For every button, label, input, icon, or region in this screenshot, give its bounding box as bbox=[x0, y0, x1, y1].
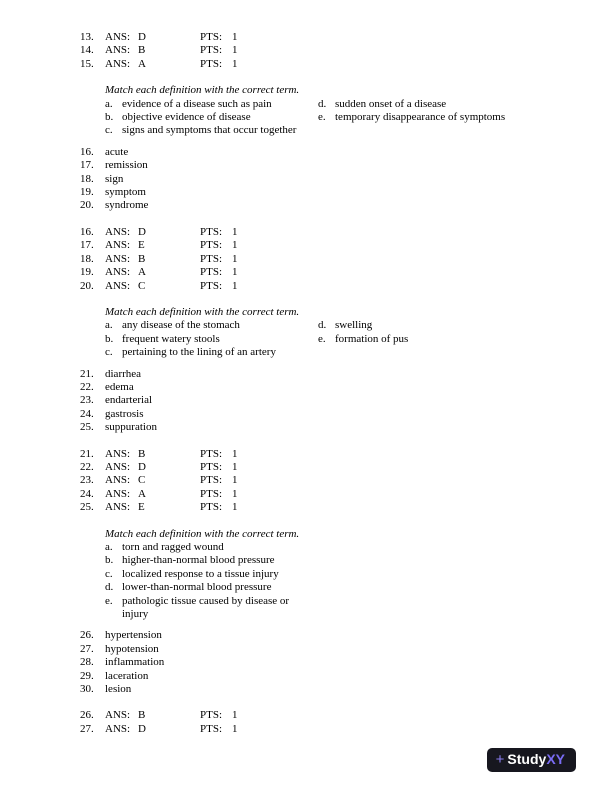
answer-row bbox=[80, 280, 576, 293]
match-section bbox=[105, 528, 576, 622]
option-letter: d. bbox=[318, 97, 327, 110]
options-column-left bbox=[105, 541, 318, 621]
match-option bbox=[105, 111, 318, 124]
option-letter: d. bbox=[105, 581, 114, 594]
answer-block bbox=[80, 31, 576, 71]
option-letter: e. bbox=[105, 594, 113, 607]
ans-label: ANS: bbox=[105, 44, 131, 57]
term-list bbox=[80, 629, 576, 696]
option-letter: a. bbox=[105, 541, 113, 553]
answer-row bbox=[80, 448, 576, 461]
pts-label: PTS: bbox=[200, 447, 223, 460]
ans-label: ANS: bbox=[105, 460, 131, 473]
term-number: 28. bbox=[80, 656, 94, 669]
option-text: formation of pus bbox=[335, 332, 409, 345]
ans-label: ANS: bbox=[105, 225, 131, 238]
term-number: 26. bbox=[80, 629, 94, 642]
option-letter: c. bbox=[105, 567, 113, 580]
match-option bbox=[105, 346, 318, 359]
pts-value: 1 bbox=[232, 474, 238, 487]
answer-value: C bbox=[138, 474, 146, 487]
pts-label: PTS: bbox=[200, 239, 223, 252]
term-number: 25. bbox=[80, 421, 94, 434]
match-instruction: Match each definition with the correct term. bbox=[105, 527, 300, 540]
option-text: localized response to a tissue injury bbox=[122, 567, 279, 580]
match-option bbox=[105, 595, 318, 622]
match-option bbox=[318, 333, 408, 346]
pts-label: PTS: bbox=[200, 266, 223, 279]
term-text: sign bbox=[105, 172, 124, 185]
question-number: 15. bbox=[80, 57, 94, 70]
answer-row bbox=[80, 474, 576, 487]
ans-label: ANS: bbox=[105, 239, 131, 252]
question-number: 13. bbox=[80, 31, 94, 43]
ans-label: ANS: bbox=[105, 447, 131, 460]
term-row bbox=[80, 381, 576, 394]
pts-value: 1 bbox=[232, 447, 238, 460]
match-section bbox=[105, 306, 576, 360]
term-text: edema bbox=[105, 380, 134, 393]
question-number: 16. bbox=[80, 225, 94, 238]
term-text: suppuration bbox=[105, 421, 157, 434]
match-options bbox=[105, 319, 576, 359]
term-text: inflammation bbox=[105, 656, 165, 669]
term-row bbox=[80, 670, 576, 683]
term-list bbox=[80, 146, 576, 213]
match-option bbox=[105, 554, 318, 567]
term-row bbox=[80, 199, 576, 212]
options-column-left bbox=[105, 319, 318, 359]
term-list bbox=[80, 368, 576, 435]
match-option bbox=[318, 319, 408, 332]
match-section bbox=[105, 84, 576, 138]
match-options bbox=[105, 541, 576, 621]
pts-label: PTS: bbox=[200, 501, 223, 514]
plus-icon: + bbox=[495, 751, 505, 768]
pts-label: PTS: bbox=[200, 252, 223, 265]
answer-row bbox=[80, 723, 576, 736]
pts-label: PTS: bbox=[200, 722, 223, 735]
pts-value: 1 bbox=[232, 501, 238, 514]
pts-label: PTS: bbox=[200, 474, 223, 487]
term-text: endarterial bbox=[105, 394, 153, 407]
term-number: 30. bbox=[80, 683, 94, 696]
match-option bbox=[105, 541, 318, 554]
answer-value: D bbox=[138, 722, 146, 735]
option-letter: b. bbox=[105, 111, 114, 124]
pts-value: 1 bbox=[232, 252, 238, 265]
term-text: acute bbox=[105, 145, 129, 158]
match-option bbox=[105, 333, 318, 346]
term-number: 18. bbox=[80, 172, 94, 185]
answer-value: D bbox=[138, 460, 146, 473]
pts-label: PTS: bbox=[200, 279, 223, 292]
answer-row bbox=[80, 709, 576, 722]
match-option bbox=[105, 98, 318, 111]
ans-label: ANS: bbox=[105, 501, 131, 514]
term-row bbox=[80, 368, 576, 381]
answer-row bbox=[80, 44, 576, 57]
ans-label: ANS: bbox=[105, 474, 131, 487]
option-text: evidence of a disease such as pain bbox=[122, 97, 272, 110]
pts-label: PTS: bbox=[200, 44, 223, 57]
term-row bbox=[80, 159, 576, 172]
pts-value: 1 bbox=[232, 57, 238, 70]
answer-value: D bbox=[138, 31, 146, 43]
answer-row bbox=[80, 488, 576, 501]
answer-block bbox=[80, 448, 576, 515]
pts-value: 1 bbox=[232, 31, 238, 43]
pts-label: PTS: bbox=[200, 57, 223, 70]
term-row bbox=[80, 146, 576, 159]
term-row bbox=[80, 408, 576, 421]
option-letter: b. bbox=[105, 554, 114, 567]
term-row bbox=[80, 643, 576, 656]
question-number: 27. bbox=[80, 722, 94, 735]
option-letter: b. bbox=[105, 332, 114, 345]
option-text: signs and symptoms that occur together bbox=[122, 124, 297, 137]
pts-value: 1 bbox=[232, 722, 238, 735]
question-number: 25. bbox=[80, 501, 94, 514]
term-row bbox=[80, 683, 576, 696]
ans-label: ANS: bbox=[105, 266, 131, 279]
term-row bbox=[80, 656, 576, 669]
option-letter: e. bbox=[318, 111, 326, 124]
question-number: 17. bbox=[80, 239, 94, 252]
option-text: sudden onset of a disease bbox=[335, 97, 447, 110]
logo-text-study: Study bbox=[507, 751, 547, 767]
pts-label: PTS: bbox=[200, 487, 223, 500]
term-number: 16. bbox=[80, 145, 94, 158]
answer-row bbox=[80, 31, 576, 44]
option-text: objective evidence of disease bbox=[122, 111, 251, 124]
question-number: 19. bbox=[80, 266, 94, 279]
term-row bbox=[80, 394, 576, 407]
term-row bbox=[80, 629, 576, 642]
question-number: 14. bbox=[80, 44, 94, 57]
option-text: pathologic tissue caused by disease or injury bbox=[122, 594, 290, 621]
options-column-right bbox=[318, 319, 408, 359]
logo-text-xy: XY bbox=[546, 751, 565, 767]
term-row bbox=[80, 173, 576, 186]
match-option bbox=[105, 581, 318, 594]
pts-label: PTS: bbox=[200, 31, 223, 43]
answer-block bbox=[80, 709, 576, 736]
options-column-left bbox=[105, 98, 318, 138]
option-text: higher-than-normal blood pressure bbox=[122, 554, 275, 567]
term-text: lesion bbox=[105, 683, 132, 696]
answer-value: E bbox=[138, 501, 145, 514]
term-number: 29. bbox=[80, 669, 94, 682]
ans-label: ANS: bbox=[105, 279, 131, 292]
answer-value: D bbox=[138, 225, 146, 238]
term-text: gastrosis bbox=[105, 407, 144, 420]
match-option bbox=[105, 319, 318, 332]
pts-label: PTS: bbox=[200, 460, 223, 473]
studyxy-logo bbox=[487, 748, 576, 772]
term-number: 20. bbox=[80, 199, 94, 212]
answer-block bbox=[80, 226, 576, 293]
answer-row bbox=[80, 226, 576, 239]
option-letter: d. bbox=[318, 319, 327, 332]
term-text: laceration bbox=[105, 669, 149, 682]
answer-value: B bbox=[138, 252, 146, 265]
answer-value: B bbox=[138, 44, 146, 57]
pts-value: 1 bbox=[232, 225, 238, 238]
pts-value: 1 bbox=[232, 239, 238, 252]
question-number: 23. bbox=[80, 474, 94, 487]
term-text: remission bbox=[105, 159, 148, 172]
match-options bbox=[105, 98, 576, 138]
match-option bbox=[105, 124, 318, 137]
term-text: hypotension bbox=[105, 642, 159, 655]
pts-value: 1 bbox=[232, 266, 238, 279]
ans-label: ANS: bbox=[105, 252, 131, 265]
ans-label: ANS: bbox=[105, 57, 131, 70]
match-instruction: Match each definition with the correct term. bbox=[105, 305, 300, 318]
term-row bbox=[80, 186, 576, 199]
term-number: 23. bbox=[80, 394, 94, 407]
option-text: lower-than-normal blood pressure bbox=[122, 581, 272, 594]
question-number: 20. bbox=[80, 279, 94, 292]
question-number: 22. bbox=[80, 460, 94, 473]
answer-row bbox=[80, 266, 576, 279]
term-number: 17. bbox=[80, 159, 94, 172]
ans-label: ANS: bbox=[105, 709, 131, 722]
match-option bbox=[318, 98, 505, 111]
term-number: 27. bbox=[80, 642, 94, 655]
match-instruction: Match each definition with the correct term. bbox=[105, 84, 300, 97]
options-column-right bbox=[318, 98, 505, 138]
pts-value: 1 bbox=[232, 460, 238, 473]
ans-label: ANS: bbox=[105, 31, 131, 43]
pts-label: PTS: bbox=[200, 225, 223, 238]
answer-row bbox=[80, 253, 576, 266]
pts-value: 1 bbox=[232, 487, 238, 500]
question-number: 18. bbox=[80, 252, 94, 265]
ans-label: ANS: bbox=[105, 722, 131, 735]
pts-value: 1 bbox=[232, 44, 238, 57]
option-letter: c. bbox=[105, 124, 113, 137]
answer-value: A bbox=[138, 266, 146, 279]
term-number: 22. bbox=[80, 380, 94, 393]
option-letter: e. bbox=[318, 332, 326, 345]
match-option bbox=[105, 568, 318, 581]
option-text: torn and ragged wound bbox=[122, 541, 224, 553]
term-number: 21. bbox=[80, 367, 94, 380]
pts-value: 1 bbox=[232, 709, 238, 722]
term-text: diarrhea bbox=[105, 367, 142, 380]
answer-row bbox=[80, 461, 576, 474]
answer-value: B bbox=[138, 447, 146, 460]
option-letter: a. bbox=[105, 97, 113, 110]
answer-row bbox=[80, 239, 576, 252]
option-text: temporary disappearance of symptoms bbox=[335, 111, 506, 124]
ans-label: ANS: bbox=[105, 487, 131, 500]
answer-value: B bbox=[138, 709, 146, 722]
option-text: pertaining to the lining of an artery bbox=[122, 346, 276, 359]
question-number: 21. bbox=[80, 447, 94, 460]
answer-value: E bbox=[138, 239, 145, 252]
term-row bbox=[80, 421, 576, 434]
pts-label: PTS: bbox=[200, 709, 223, 722]
answer-row bbox=[80, 58, 576, 71]
term-text: hypertension bbox=[105, 629, 162, 642]
term-number: 19. bbox=[80, 186, 94, 199]
term-text: syndrome bbox=[105, 199, 149, 212]
option-text: frequent watery stools bbox=[122, 332, 220, 345]
question-number: 24. bbox=[80, 487, 94, 500]
option-letter: a. bbox=[105, 319, 113, 332]
answer-value: C bbox=[138, 279, 146, 292]
match-option bbox=[318, 111, 505, 124]
pts-value: 1 bbox=[232, 279, 238, 292]
option-letter: c. bbox=[105, 346, 113, 359]
answer-value: A bbox=[138, 57, 146, 70]
term-text: symptom bbox=[105, 186, 146, 199]
question-number: 26. bbox=[80, 709, 94, 722]
option-text: swelling bbox=[335, 319, 373, 332]
option-text: any disease of the stomach bbox=[122, 319, 240, 332]
term-number: 24. bbox=[80, 407, 94, 420]
answer-row bbox=[80, 501, 576, 514]
answer-value: A bbox=[138, 487, 146, 500]
